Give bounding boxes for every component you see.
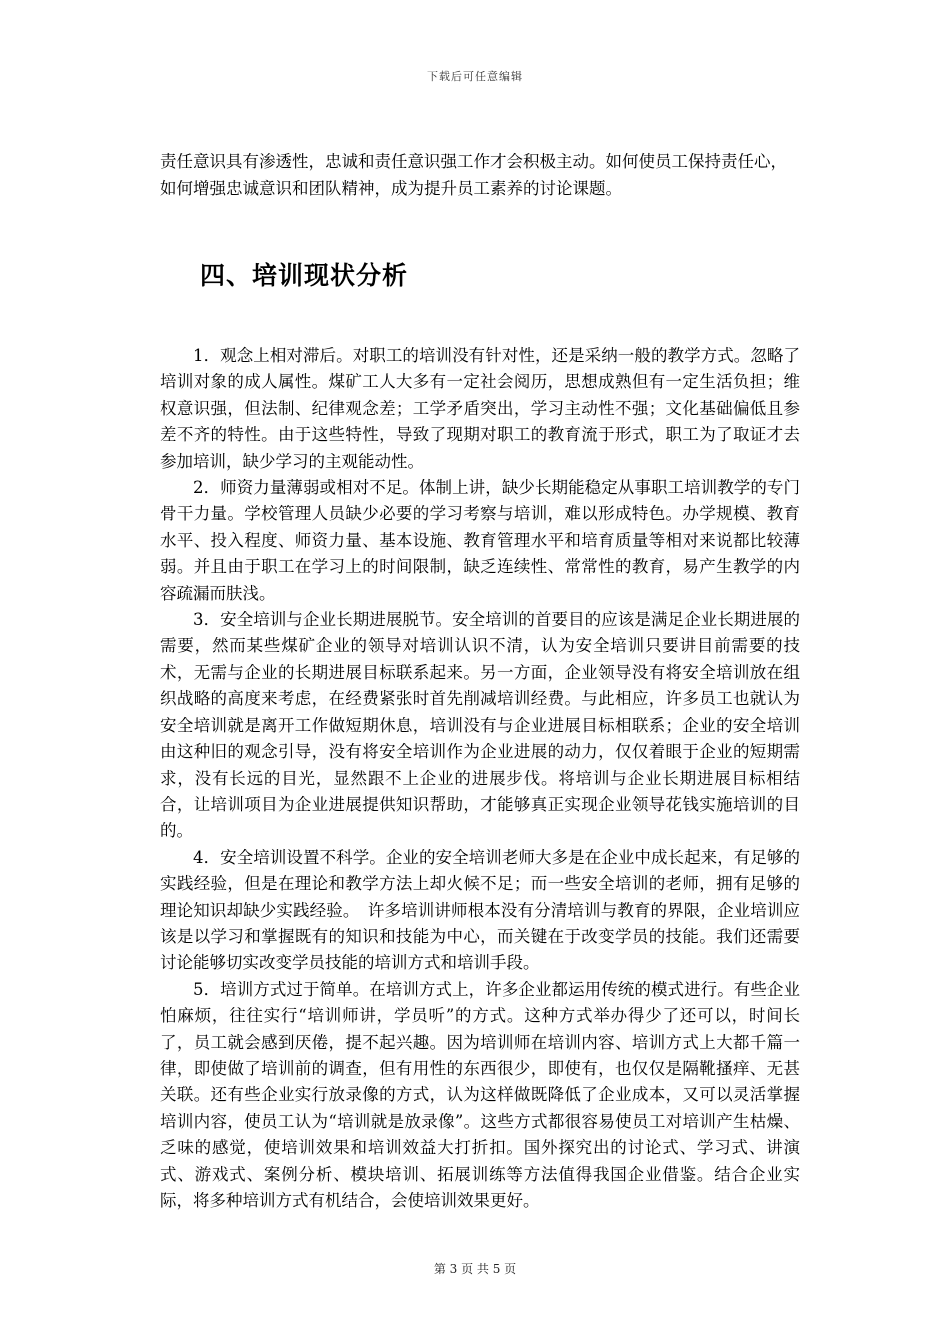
intro-paragraph: 责任意识具有渗透性，忠诚和责任意识强工作才会积极主动。如何使员工保持责任心，如何增强忠诚意识和团队精神，成为提升员工素养的讨论课题。 (160, 152, 787, 198)
paragraph-3: 3．安全培训与企业长期进展脱节。安全培训的首要目的应该是满足企业长期进展的需要，然而某些煤矿企业的领导对培训认识不清，认为安全培训只要讲目前需要的技术，无需与企业的长期进展目标联系起来。另一方面，企业领导没有将安全培训放在组织战略的高度来考虑，在经费紧张时首先削减培训经费。与此相应，许多员工也就认为安全培训就是离开工作做短期休息，培训没有与企业进展目标相联系；企业的安全培训由这种旧的观念引导，没有将安全培训作为企业进展的动力，仅仅着眼于企业的短期需求，没有长远的目光，显然跟不上企业的进展步伐。将培训与企业长期进展目标相结合，让培训项目为企业进展提供知识帮助，才能够真正实现企业领导花钱实施培训的目的。 (160, 610, 800, 841)
section-heading: 四、培训现状分析 (200, 261, 409, 290)
header-note: 下载后可任意编辑 (427, 70, 523, 83)
paragraph-5: 5．培训方式过于简单。在培训方式上，许多企业都运用传统的模式进行。有些企业怕麻烦，往往实行“培训师讲，学员听”的方式。这种方式举办得少了还可以，时间长了，员工就会感到厌倦，提不起兴趣。因为培训师在培训内容、培训方式上大都千篇一律，即使做了培训前的调查，但有用性的东西很少，即使有，也仅仅是隔靴搔痒、无甚关联。还有些企业实行放录像的方式，认为这样做既降低了企业成本，又可以灵活掌握培训内容，使员工认为“培训就是放录像”。这些方式都很容易使员工对培训产生枯燥、乏味的感觉，使培训效果和培训效益大打折扣。国外探究出的讨论式、学习式、讲演式、游戏式、案例分析、模块培训、拓展训练等方法值得我国企业借鉴。结合企业实际，将多种培训方式有机结合，会使培训效果更好。 (160, 979, 800, 1210)
page-footer: 第 3 页 共 5 页 (433, 1262, 517, 1276)
paragraph-2: 2．师资力量薄弱或相对不足。体制上讲，缺少长期能稳定从事职工培训教学的专门骨干力量。学校管理人员缺少必要的学习考察与培训，难以形成特色。办学规模、教育水平、投入程度、师资力量、基本设施、教育管理水平和培育质量等相对来说都比较薄弱。并且由于职工在学习上的时间限制，缺乏连续性、常常性的教育，易产生教学的内容疏漏而肤浅。 (160, 478, 800, 603)
paragraph-1: 1．观念上相对滞后。对职工的培训没有针对性，还是采纳一般的教学方式。忽略了培训对象的成人属性。煤矿工人大多有一定社会阅历，思想成熟但有一定生活负担；维权意识强，但法制、纪律观念差；工学矛盾突出，学习主动性不强；文化基础偏低且参差不齐的特性。由于这些特性，导致了现期对职工的教育流于形式，职工为了取证才去参加培训，缺少学习的主观能动性。 (160, 346, 800, 471)
section-body (160, 343, 800, 1214)
paragraph-4: 4．安全培训设置不科学。企业的安全培训老师大多是在企业中成长起来，有足够的实践经验，但是在理论和教学方法上却火候不足；而一些安全培训的老师，拥有足够的理论知识却缺少实践经验。 许多培训讲师根本没有分清培训与教育的界限，企业培训应该是以学习和掌握既有的知识和技能为中心，而关键在于改变学员的技能。我们还需要讨论能够切实改变学员技能的培训方式和培训手段。 (160, 847, 800, 973)
